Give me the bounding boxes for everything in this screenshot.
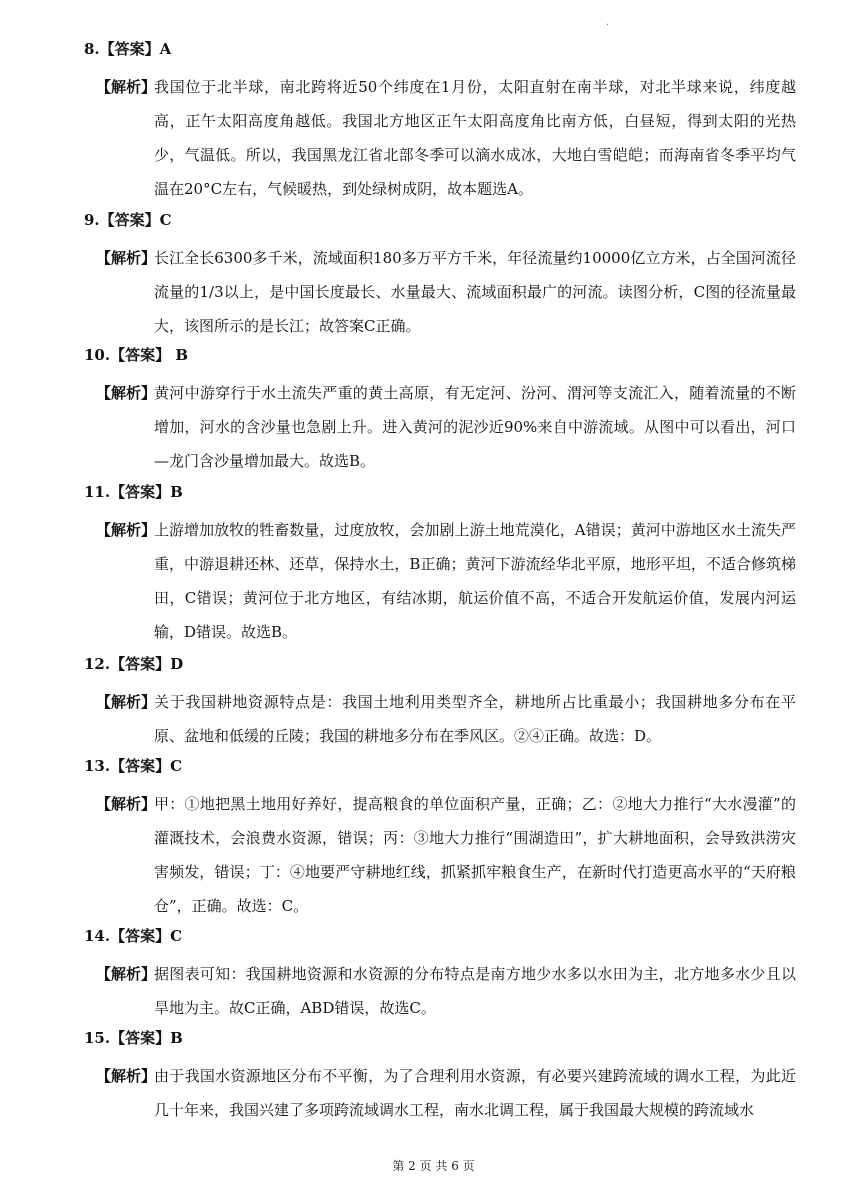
analysis [96,787,796,923]
analysis-text: 由于我国水资源地区分布不平衡，为了合理利用水资源，有必要兴建跨流域的调水工程，为此近几十年来，我国兴建了多项跨流域调水工程，南水北调工程，属于我国最大规模的跨流域水 [154,1067,796,1119]
analysis-label: 【解析】 [96,795,157,813]
analysis-label: 【解析】 [96,693,157,711]
analysis-label: 【解析】 [96,384,157,402]
analysis [96,376,796,478]
analysis-text: 据图表可知：我国耕地资源和水资源的分布特点是南方地少水多以水田为主，北方地多水少且以旱地为主。故C正确，ABD错误，故选C。 [154,965,796,1017]
analysis [96,1059,796,1127]
analysis-label: 【解析】 [96,78,157,96]
answer-line: 13.【答案】C [84,757,183,775]
analysis [96,957,796,1025]
analysis-label: 【解析】 [96,521,157,539]
analysis-text: 我国位于北半球，南北跨将近50个纬度在1月份，太阳直射在南半球，对北半球来说，纬度越高，正午太阳高度角越低。我国北方地区正午太阳高度角比南方低，白昼短，得到太阳的光热少，气温低。所以，我国黑龙江省北部冬季可以滴水成冰，大地白雪皑皑；而海南省冬季平均气温在20°C左右，气候暖热，到处绿树成阴，故本题选A。 [154,78,796,198]
analysis-text: 上游增加放牧的牲畜数量，过度放牧，会加剧上游土地荒漠化，A错误；黄河中游地区水土流失严重，中游退耕还林、还草，保持水土，B正确；黄河下游流经华北平原，地形平坦，不适合修筑梯田，C错误；黄河位于北方地区，有结冰期，航运价值不高，不适合开发航运价值，发展内河运输，D错误。故选B。 [154,521,796,641]
analysis-text: 黄河中游穿行于水土流失严重的黄土高原，有无定河、汾河、渭河等支流汇入，随着流量的不断增加，河水的含沙量也急剧上升。进入黄河的泥沙近90%来自中游流域。从图中可以看出，河口—龙门含沙量增加最大。故选B。 [154,384,796,470]
analysis-label: 【解析】 [96,1067,157,1085]
answer-line: 15.【答案】B [84,1029,183,1047]
answer-line: 10.【答案】 B [84,346,188,364]
page-footer: 第 2 页 共 6 页 [392,1159,475,1173]
answer-line: 11.【答案】B [84,483,183,501]
analysis [96,513,796,649]
analysis [96,241,796,343]
corner-mark: · [606,20,610,31]
analysis-text: 长江全长6300多千米，流域面积180多万平方千米，年径流量约10000亿立方米，占全国河流径流量的1/3以上，是中国长度最长、水量最大、流域面积最广的河流。读图分析，C图的径流量最大，该图所示的是长江；故答案C正确。 [154,249,796,335]
answer-line: 12.【答案】D [84,655,184,673]
answer-line: 8.【答案】A [84,40,172,58]
analysis [96,685,796,753]
answer-line: 9.【答案】C [84,211,172,229]
analysis-label: 【解析】 [96,249,157,267]
analysis-label: 【解析】 [96,965,157,983]
analysis [96,70,796,206]
analysis-text: 甲：①地把黑土地用好养好，提高粮食的单位面积产量，正确；乙：②地大力推行“大水漫灌”的灌溉技术，会浪费水资源，错误；丙：③地大力推行“围湖造田”，扩大耕地面积，会导致洪涝灾害频发，错误；丁：④地要严守耕地红线，抓紧抓牢粮食生产，在新时代打造更高水平的“天府粮仓”，正确。故选：C。 [154,795,796,915]
analysis-text: 关于我国耕地资源特点是：我国土地利用类型齐全，耕地所占比重最小；我国耕地多分布在平原、盆地和低缓的丘陵；我国的耕地多分布在季风区。②④正确。故选：D。 [154,693,796,745]
answer-line: 14.【答案】C [84,927,183,945]
